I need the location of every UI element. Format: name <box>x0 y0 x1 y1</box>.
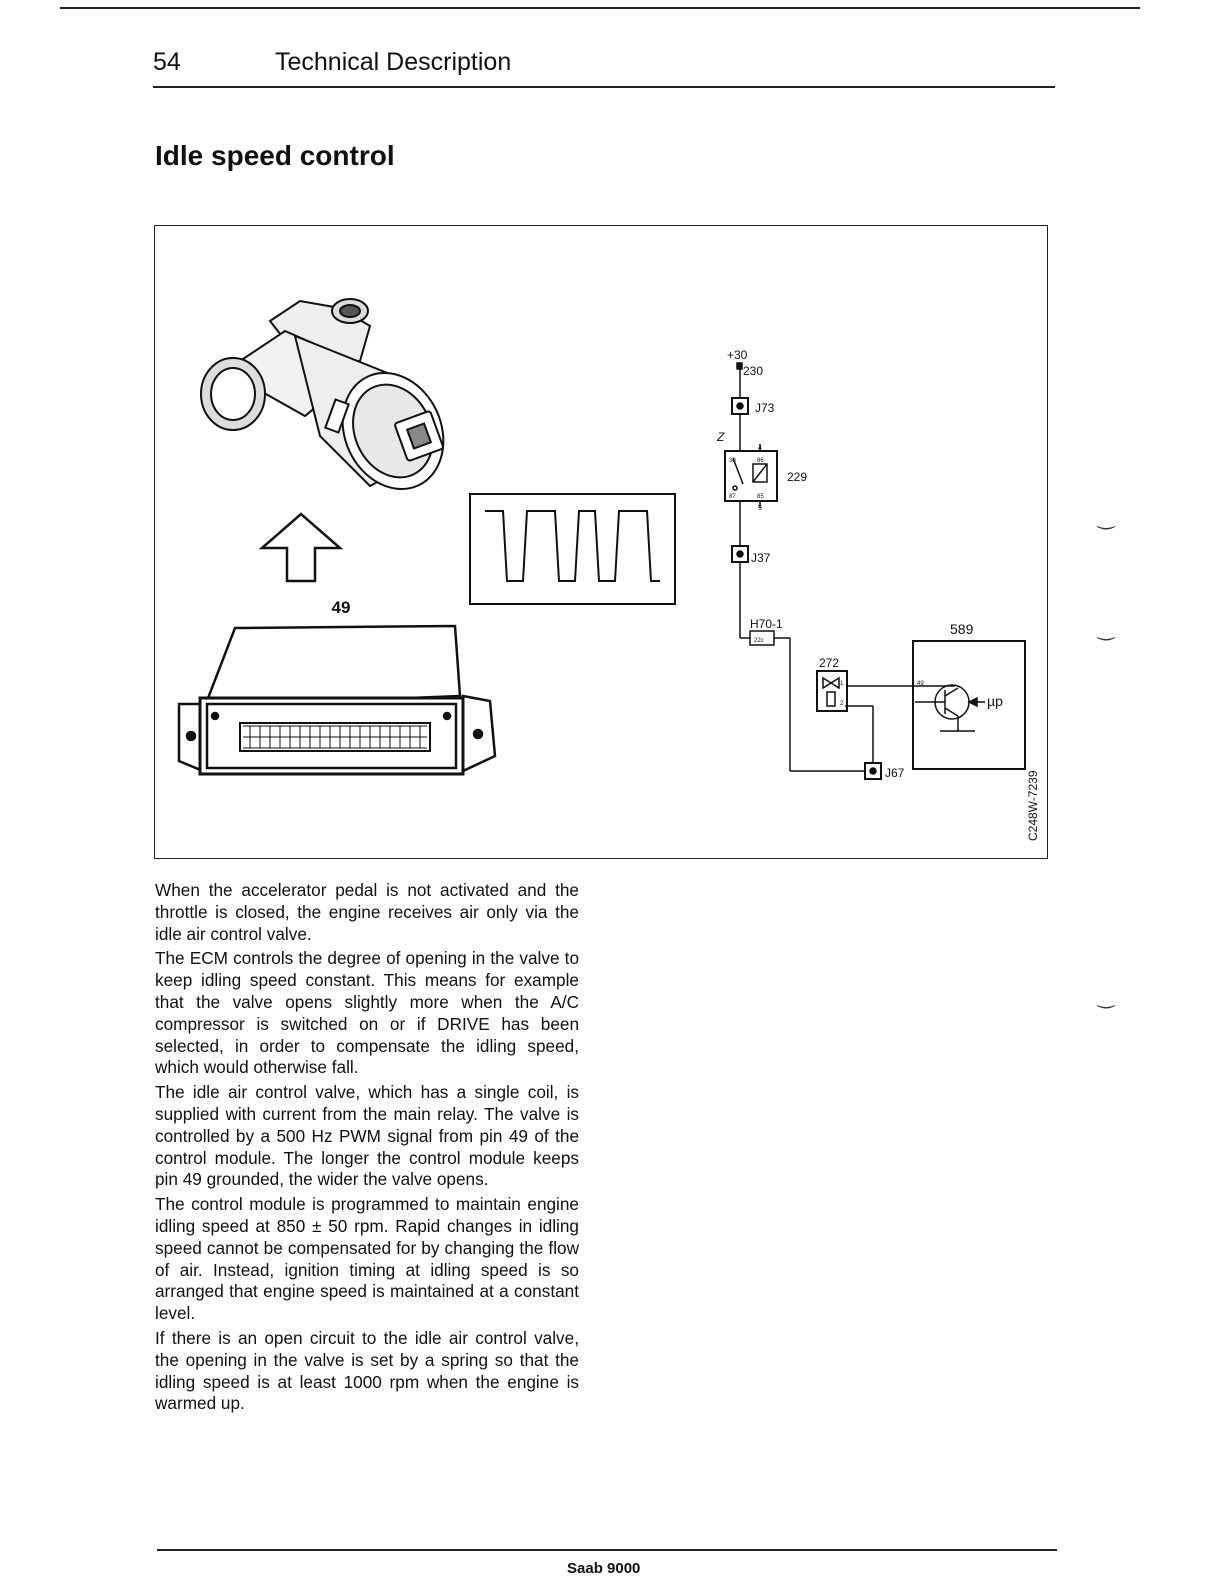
top-rule <box>60 7 1140 9</box>
paragraph: The ECM controls the degree of opening in the valve to keep idling speed constant. This means for example that the valve opens slightly more when the A/C compressor is switched on or if DRIVE has been selected, in order to compensate the idling speed, which would otherwise fall. <box>155 948 579 1078</box>
relay-pin-4: 4 <box>758 445 762 452</box>
supply-label: +30 <box>727 348 748 362</box>
paragraph: The control module is programmed to maintain engine idling speed at 850 ± 50 rpm. Rapid changes in idling speed cannot be compensated for by changing the flow of air. Instead, ignition timing at idling speed is so arranged that engine speed is maintained at a constant level. <box>155 1194 579 1324</box>
figure-drawing <box>155 226 1047 858</box>
h70-box-label: 22c <box>754 638 764 644</box>
page-header <box>153 44 1055 88</box>
valve-pin-2: 2 <box>840 701 844 707</box>
relay-pin-5: 5 <box>758 505 762 512</box>
paragraph: When the accelerator pedal is not activated and the throttle is closed, the engine receives air only via the idle air control valve. <box>155 880 579 944</box>
relay-pin-86: 86 <box>757 458 764 464</box>
wire-230-label: 230 <box>743 364 764 378</box>
figure-idle-speed-control <box>154 225 1048 859</box>
relay-229-label: 229 <box>787 470 808 484</box>
relay-pin-87: 87 <box>729 494 736 500</box>
binding-mark: ‿ <box>1098 987 1115 1009</box>
page-footer <box>157 1549 1057 1577</box>
connector-h70-label: H70-1 <box>750 617 783 631</box>
relay-pin-30: 30 <box>729 458 736 464</box>
paragraph: If there is an open circuit to the idle air control valve, the opening in the valve is set by a spring so that the idling speed is at least 1000 rpm when the engine is warmed up. <box>155 1327 579 1414</box>
ecm-589-label: 589 <box>950 621 974 637</box>
up-arrow-icon <box>262 514 340 581</box>
body-text <box>155 880 579 1418</box>
footer-title: Saab 9000 <box>567 1560 641 1577</box>
relay-pin-85: 85 <box>757 494 764 500</box>
paragraph: The idle air control valve, which has a single coil, is supplied with current from the main relay. The valve is controlled by a 500 Hz PWM signal from pin 49 of the control module. The longer the control module keeps pin 49 grounded, the wider the valve opens. <box>155 1082 579 1190</box>
pwm-signal-waveform <box>470 494 675 604</box>
connector-j37-label: J37 <box>751 551 771 565</box>
figure-code: C248W-7239 <box>1026 770 1040 841</box>
binding-mark: ‿ <box>1098 508 1115 530</box>
circuit-diagram <box>725 363 1025 779</box>
relay-z-label: Z <box>717 430 725 444</box>
connector-j73-label: J73 <box>755 401 775 415</box>
microprocessor-label: µp <box>987 693 1003 709</box>
idle-air-valve-illustration <box>201 299 462 506</box>
section-title: Technical Description <box>275 48 512 76</box>
binding-mark: ‿ <box>1098 619 1115 641</box>
ecm-pin-49: 49 <box>917 681 924 687</box>
page-number: 54 <box>153 48 181 76</box>
control-module-illustration <box>179 626 495 774</box>
connector-j67-label: J67 <box>885 766 905 780</box>
arrow-label: 49 <box>331 598 351 617</box>
valve-pin-1: 1 <box>840 681 844 687</box>
valve-272-label: 272 <box>819 656 840 670</box>
page-title: Idle speed control <box>155 140 395 171</box>
